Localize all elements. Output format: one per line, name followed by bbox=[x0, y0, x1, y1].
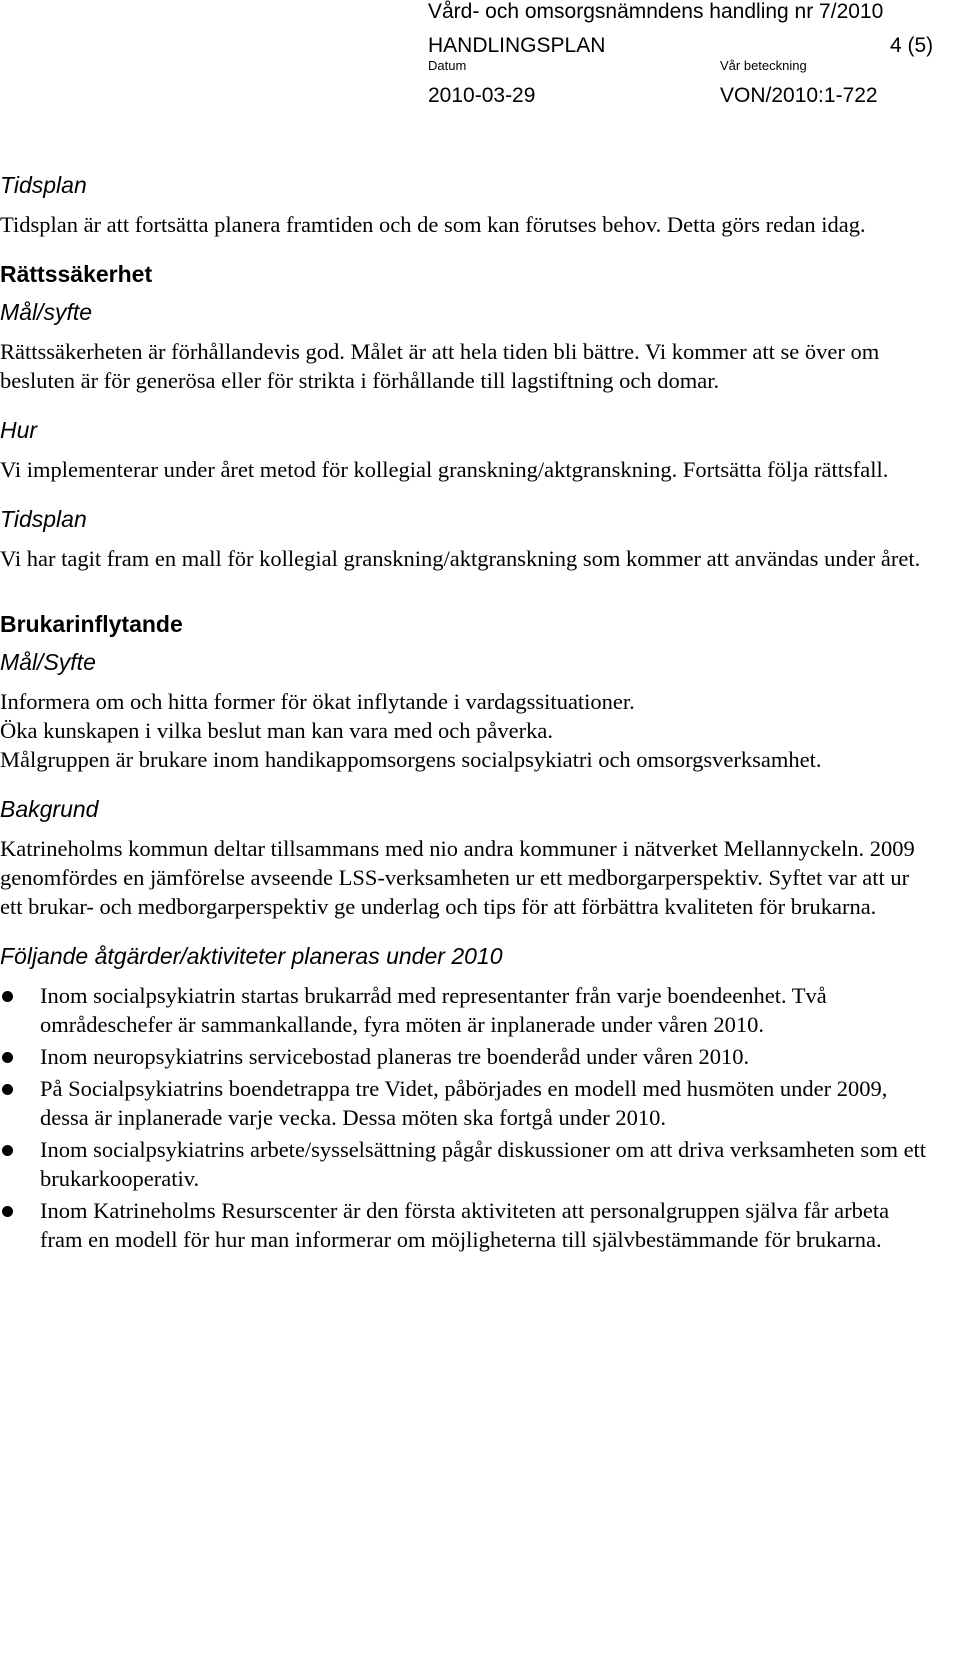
bakgrund-heading: Bakgrund bbox=[0, 796, 99, 822]
bullet-icon bbox=[2, 1084, 13, 1095]
bakgrund-paragraph: Katrineholms kommun deltar tillsammans med nio andra kommuner i nätverket Mellannyckeln. 2009 genomfördes en jämförelse avseende LSS-verksamheten ur ett medborgarperspektiv. Syftet var att ur ett brukar- och medborgarperspektiv ge underlag och tips för att förbättra kvaliteten för brukarna. bbox=[0, 836, 915, 919]
tidsplan-paragraph: Tidsplan är att fortsätta planera framtiden och de som kan förutses behov. Detta görs redan idag. bbox=[0, 212, 866, 237]
bullet-icon bbox=[2, 1206, 13, 1217]
page-number: 4 (5) bbox=[890, 34, 934, 57]
list-item-text: Inom Katrineholms Resurscenter är den första aktiviteten att personalgruppen själva får arbeta fram en modell för hur man informerar om möjligheterna till självbestämmande för brukarna. bbox=[40, 1198, 890, 1252]
tidsplan-paragraph-2: Vi har tagit fram en mall för kollegial granskning/aktgranskning som kommer att användas under året. bbox=[0, 546, 921, 571]
list-item-text: På Socialpsykiatrins boendetrappa tre Videt, påbörjades en modell med husmöten under 2009, dessa är inplanerade varje vecka. Dessa möten ska fortgå under 2010. bbox=[40, 1076, 888, 1130]
list-item bbox=[0, 1074, 930, 1132]
date-label: Datum bbox=[428, 58, 467, 73]
hur-heading: Hur bbox=[0, 417, 38, 443]
list-item bbox=[0, 1135, 930, 1193]
bullet-icon bbox=[2, 991, 13, 1002]
tidsplan-heading: Tidsplan bbox=[0, 172, 87, 198]
list-item bbox=[0, 1196, 930, 1254]
document-date: 2010-03-29 bbox=[428, 84, 536, 107]
mal-syfte-paragraph: Rättssäkerheten är förhållandevis god. Målet är att hela tiden bli bättre. Vi kommer att se över om besluten är för generösa eller för strikta i förhållande till lagstiftning och domar. bbox=[0, 339, 880, 393]
atgarder-heading: Följande åtgärder/aktiviteter planeras under 2010 bbox=[0, 943, 503, 969]
document-reference: VON/2010:1-722 bbox=[720, 84, 878, 107]
bullet-icon bbox=[2, 1052, 13, 1063]
bullet-icon bbox=[2, 1145, 13, 1156]
atgarder-list bbox=[0, 981, 930, 1254]
brukarinflytande-title: Brukarinflytande bbox=[0, 611, 183, 637]
document-title: Vård- och omsorgsnämndens handling nr 7/2010 bbox=[428, 0, 884, 23]
mal-syfte-heading: Mål/syfte bbox=[0, 299, 93, 325]
tidsplan-heading-2: Tidsplan bbox=[0, 506, 87, 532]
list-item-text: Inom socialpsykiatrins arbete/sysselsättning pågår diskussioner om att driva verksamheten som ett brukarkooperativ. bbox=[40, 1137, 927, 1191]
rattssakerhet-title: Rättssäkerhet bbox=[0, 261, 153, 287]
list-item-text: Inom neuropsykiatrins servicebostad planeras tre boenderåd under våren 2010. bbox=[40, 1044, 750, 1069]
reference-label: Vår beteckning bbox=[720, 58, 807, 73]
document-body bbox=[0, 170, 930, 1257]
list-item bbox=[0, 1042, 930, 1071]
mal-syfte-line-3: Målgruppen är brukare inom handikappomsorgens socialpsykiatri och omsorgsverksamhet. bbox=[0, 747, 822, 772]
list-item bbox=[0, 981, 930, 1039]
mal-syfte-line-2: Öka kunskapen i vilka beslut man kan vara med och påverka. bbox=[0, 718, 553, 743]
list-item-text: Inom socialpsykiatrin startas brukarråd med representanter från varje boendeenhet. Två områdeschefer är sammankallande, fyra möten är inplanerade under våren 2010. bbox=[40, 983, 827, 1037]
mal-syfte-heading-2: Mål/Syfte bbox=[0, 649, 96, 675]
mal-syfte-line-1: Informera om och hitta former för ökat inflytande i vardagssituationer. bbox=[0, 689, 635, 714]
document-type: HANDLINGSPLAN bbox=[428, 34, 606, 57]
hur-paragraph: Vi implementerar under året metod för kollegial granskning/aktgranskning. Fortsätta följa rättsfall. bbox=[0, 457, 889, 482]
